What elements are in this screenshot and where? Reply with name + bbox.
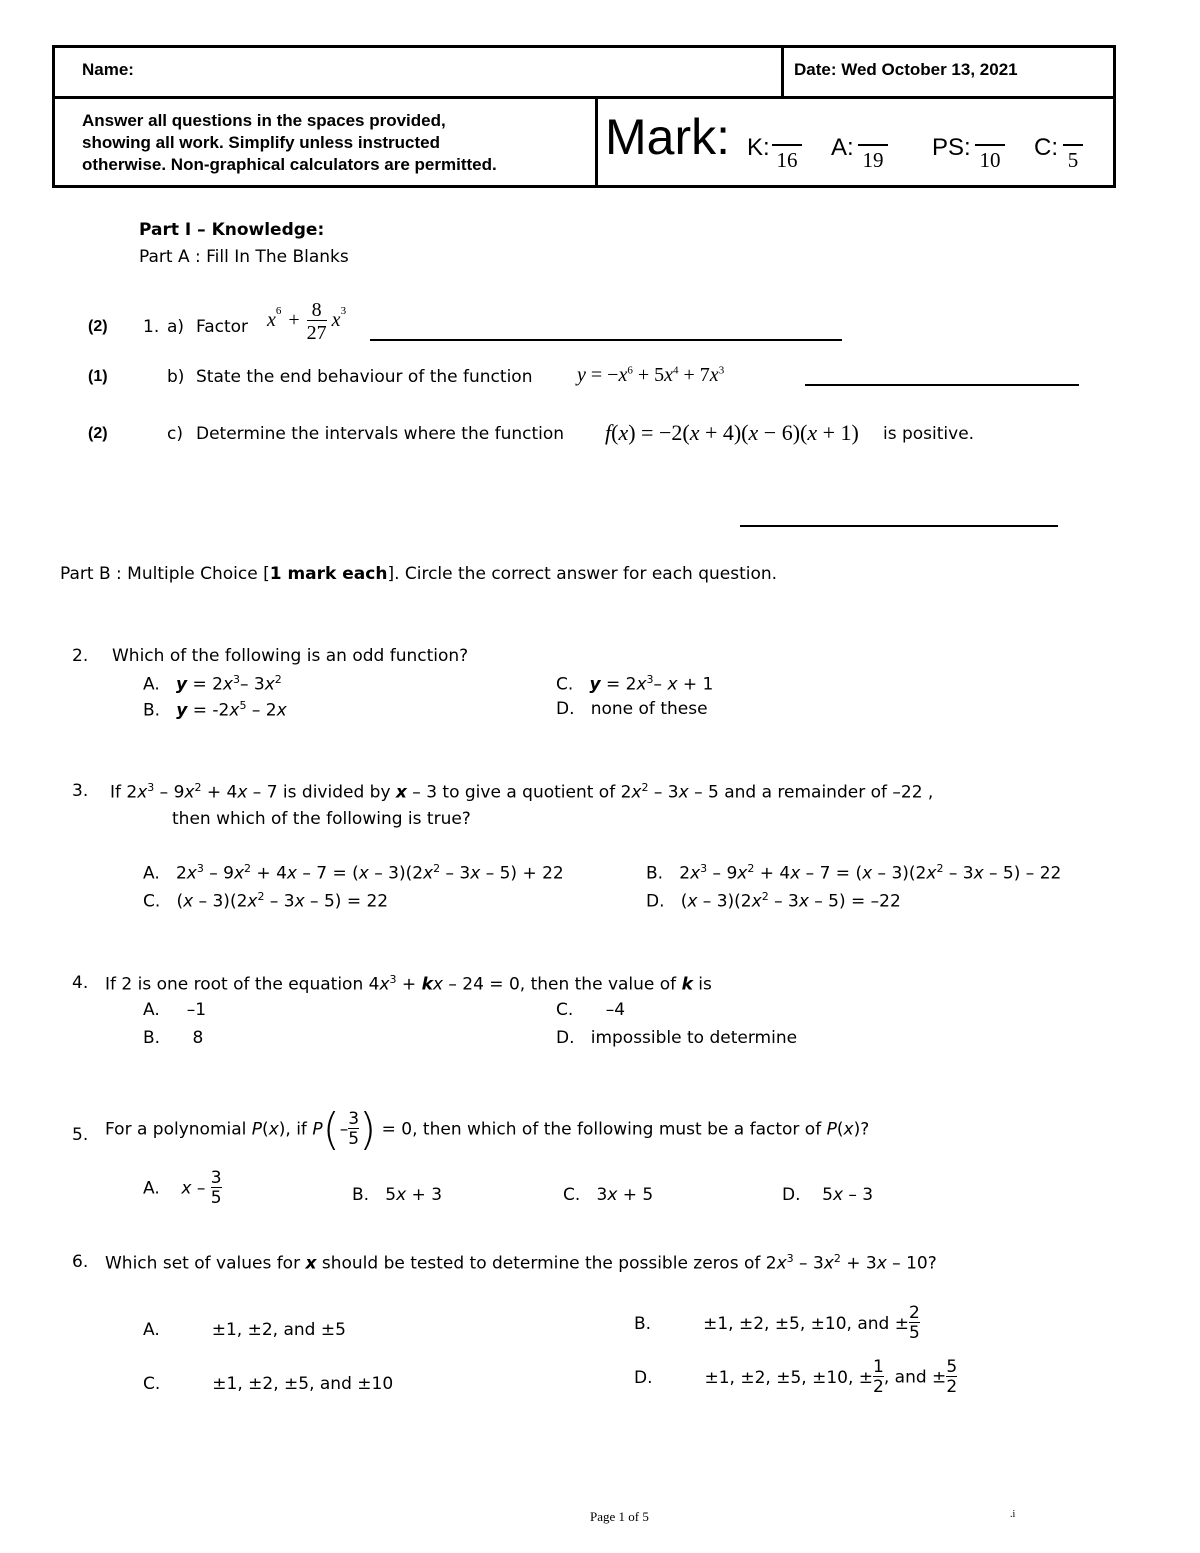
q4-option-d[interactable]: D. impossible to determine	[556, 1028, 798, 1048]
q6-option-b[interactable]: B. ±1, ±2, ±5, ±10, and ± $\frac{2}{5}$	[634, 1303, 920, 1343]
q1c-letter: c)	[167, 424, 183, 444]
q4-option-c-text: –4	[605, 1000, 626, 1020]
q3-option-c[interactable]: C. $(x - 3)(2x^2 - 3x - 5) = 22$	[143, 890, 389, 912]
partB-intro-text: ]. Circle the correct answer for each question.	[387, 564, 778, 584]
partB-intro	[60, 564, 777, 584]
q1b-marks: (1)	[88, 368, 108, 385]
mark-a-denominator: 19	[862, 148, 884, 172]
q4-option-d-text: impossible to determine	[590, 1028, 798, 1048]
q1a-answer-blank[interactable]	[370, 339, 842, 341]
q4-option-c[interactable]: C. –4	[556, 1000, 626, 1020]
q1b-answer-blank[interactable]	[805, 384, 1079, 386]
q2-option-c[interactable]: C. $y = 2x^3-$ x + 1	[556, 673, 714, 695]
date-label: Date: Wed October 13, 2021	[794, 60, 1018, 79]
q2-option-d-text: none of these	[590, 699, 708, 719]
q3-number: 3.	[72, 781, 89, 801]
mark-a-total	[858, 130, 888, 173]
q1c-text: Determine the intervals where the function	[196, 424, 565, 444]
q1b-expression: $y = -x^6 + 5x^4 + 7x^3$	[577, 364, 725, 386]
q6-number: 6.	[72, 1252, 89, 1272]
q1c-tail: is positive.	[883, 424, 975, 444]
name-label: Name:	[82, 60, 134, 79]
q2-number: 2.	[72, 646, 89, 666]
q2-option-a[interactable]: A. $y = 2x^3-$ $3x^2$	[143, 673, 282, 695]
q5-text: For a polynomial P(x), if P(– $\frac{3}{5}$ ) = 0, then which of the following must be a factor of P(x)?	[105, 1104, 870, 1155]
mark-a-label: A:	[831, 134, 854, 161]
mark-label: Mark:	[605, 109, 730, 165]
q3-text: If $2x^3 - 9x^2 + 4x - 7$ is divided by x – 3 to give a quotient of $2x^2 - 3x - 5$ and a remainder of –22 ,	[110, 781, 934, 803]
mark-k-denominator: 16	[776, 148, 798, 172]
footer-mark: .i	[1010, 1509, 1016, 1520]
partB-intro-text: Part B : Multiple Choice [	[60, 564, 270, 584]
q4-option-a[interactable]: A. –1	[143, 1000, 207, 1020]
instructions	[82, 110, 497, 176]
q2-text: Which of the following is an odd function?	[112, 646, 469, 666]
q6-option-d[interactable]: D. ±1, ±2, ±5, ±10, ± $\frac{1}{2}$ , and ± $\frac{5}{2}$	[634, 1357, 958, 1397]
mark-c-total	[1063, 130, 1083, 173]
instructions-line: otherwise. Non-graphical calculators are permitted.	[82, 155, 497, 174]
q4-option-b[interactable]: B. 8	[143, 1028, 204, 1048]
header-divider	[781, 48, 784, 96]
q6-text: Which set of values for x should be tested to determine the possible zeros of $2x^3 - 3x^2 + 3x - 10$?	[105, 1252, 937, 1274]
q1a-marks: (2)	[88, 318, 108, 335]
q1c-expression: f(x) = −2(x + 4)(x − 6)(x + 1)	[605, 420, 859, 445]
q3-option-a[interactable]: A. $2x^3 - 9x^2 + 4x - 7 = (x - 3)(2x^2 - 3x - 5) + 22$	[143, 862, 564, 884]
mark-k-total	[772, 130, 802, 173]
q1a-expression: $x^6$ + $\frac{8}{27}$ $x^3$	[267, 299, 347, 344]
q5-option-d[interactable]: D. 5x – 3	[782, 1185, 874, 1205]
q1-number: 1.	[143, 317, 160, 337]
mark-k-label: K:	[747, 134, 770, 161]
q1c-marks: (2)	[88, 425, 108, 442]
mark-ps-total	[975, 130, 1005, 173]
q3-option-d[interactable]: D. $(x - 3)(2x^2 - 3x - 5) = -22$	[646, 890, 901, 912]
q1c-answer-blank[interactable]	[740, 525, 1058, 527]
q3-option-b[interactable]: B. $2x^3 - 9x^2 + 4x - 7 = (x - 3)(2x^2 - 3x - 5) - 22$	[646, 862, 1062, 884]
q4-text: If 2 is one root of the equation $4x^3$ + kx – 24 = 0, then the value of k is	[105, 973, 712, 995]
instructions-line: showing all work. Simplify unless instructed	[82, 133, 441, 152]
mark-c-label: C:	[1034, 134, 1058, 161]
q2-option-b[interactable]: B. $y = -2x^5 - 2x$	[143, 699, 287, 721]
mark-ps-denominator: 10	[979, 148, 1001, 172]
mark-c-denominator: 5	[1067, 148, 1079, 172]
q5-option-a[interactable]: A. x – $\frac{3}{5}$	[143, 1168, 222, 1208]
q5-option-b[interactable]: B. 5x + 3	[352, 1185, 443, 1205]
partB-intro-bold: 1 mark each	[269, 564, 388, 584]
part1-title: Part I – Knowledge:	[139, 220, 325, 240]
q5-number: 5.	[72, 1125, 89, 1145]
q1b-text: State the end behaviour of the function	[196, 367, 533, 387]
q4-option-a-text: –1	[186, 1000, 207, 1020]
q4-option-b-text: 8	[192, 1028, 204, 1048]
instructions-line: Answer all questions in the spaces provided,	[82, 111, 446, 130]
q1b-letter: b)	[167, 367, 185, 387]
page-number: Page 1 of 5	[590, 1509, 649, 1524]
q6-option-a[interactable]: A. ±1, ±2, and ±5	[143, 1320, 346, 1340]
q1a-letter: a)	[167, 317, 185, 337]
q3-text-line2: then which of the following is true?	[172, 809, 471, 829]
mark-ps-label: PS:	[932, 134, 971, 161]
q2-option-d[interactable]: D. none of these	[556, 699, 708, 719]
header-divider	[595, 96, 598, 188]
q4-number: 4.	[72, 973, 89, 993]
partA-title: Part A : Fill In The Blanks	[139, 247, 349, 267]
q6-option-c[interactable]: C. ±1, ±2, ±5, and ±10	[143, 1374, 394, 1394]
q5-option-c[interactable]: C. 3x + 5	[563, 1185, 654, 1205]
q1a-text: Factor	[196, 317, 249, 337]
